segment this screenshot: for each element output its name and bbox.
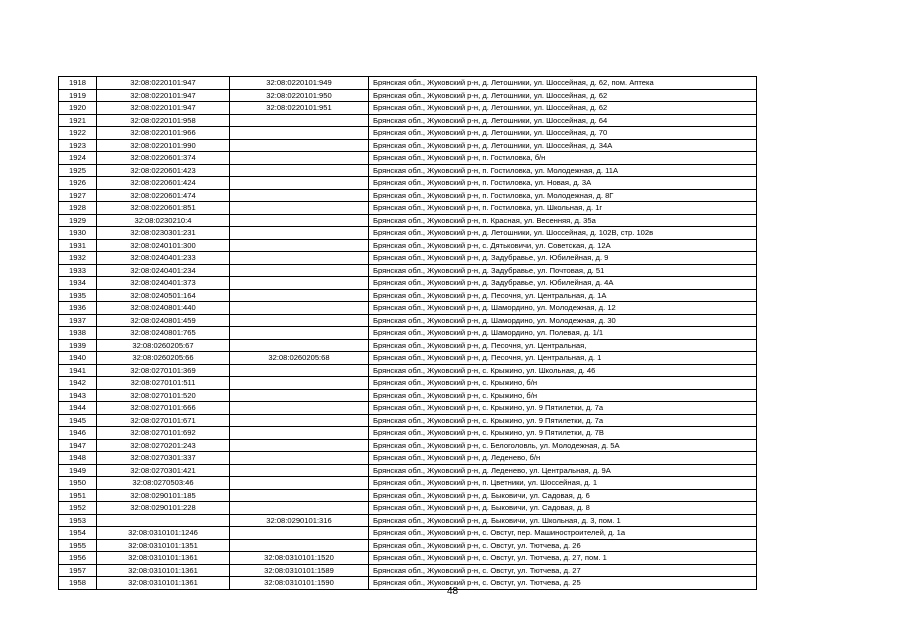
related-cadastral-number-cell: 32:08:0310101:1589 bbox=[230, 564, 369, 577]
table-row bbox=[59, 352, 757, 365]
address-cell: Брянская обл., Жуковский р-н, с. Овстуг, ул. Тютчева, д. 25 bbox=[369, 577, 757, 590]
row-number-cell: 1930 bbox=[59, 227, 97, 240]
related-cadastral-number-cell bbox=[230, 227, 369, 240]
address-cell: Брянская обл., Жуковский р-н, д. Летошники, ул. Шоссейная, д. 70 bbox=[369, 127, 757, 140]
cadastral-number-cell: 32:08:0310101:1351 bbox=[97, 539, 230, 552]
row-number-cell: 1941 bbox=[59, 364, 97, 377]
related-cadastral-number-cell: 32:08:0310101:1520 bbox=[230, 552, 369, 565]
table-row bbox=[59, 89, 757, 102]
related-cadastral-number-cell bbox=[230, 527, 369, 540]
row-number-cell: 1934 bbox=[59, 277, 97, 290]
cadastral-number-cell: 32:08:0270101:369 bbox=[97, 364, 230, 377]
related-cadastral-number-cell bbox=[230, 127, 369, 140]
related-cadastral-number-cell bbox=[230, 277, 369, 290]
cadastral-number-cell: 32:08:0220601:474 bbox=[97, 189, 230, 202]
cadastral-number-cell: 32:08:0220101:947 bbox=[97, 102, 230, 115]
row-number-cell: 1919 bbox=[59, 89, 97, 102]
address-cell: Брянская обл., Жуковский р-н, д. Песочня, ул. Центральная, д. 1А bbox=[369, 289, 757, 302]
address-cell: Брянская обл., Жуковский р-н, с. Овстуг, ул. Тютчева, д. 26 bbox=[369, 539, 757, 552]
table-row bbox=[59, 527, 757, 540]
related-cadastral-number-cell: 32:08:0260205:68 bbox=[230, 352, 369, 365]
address-cell: Брянская обл., Жуковский р-н, д. Быковичи, ул. Садовая, д. 6 bbox=[369, 489, 757, 502]
table-row bbox=[59, 302, 757, 315]
related-cadastral-number-cell bbox=[230, 289, 369, 302]
related-cadastral-number-cell bbox=[230, 164, 369, 177]
table-row bbox=[59, 189, 757, 202]
table-row bbox=[59, 314, 757, 327]
address-cell: Брянская обл., Жуковский р-н, д. Быковичи, ул. Школьная, д. 3, пом. 1 bbox=[369, 514, 757, 527]
address-cell: Брянская обл., Жуковский р-н, с. Крыжино, б/н bbox=[369, 377, 757, 390]
cadastral-number-cell: 32:08:0290101:228 bbox=[97, 502, 230, 515]
cadastral-number-cell: 32:08:0270503:46 bbox=[97, 477, 230, 490]
cadastral-number-cell: 32:08:0290101:185 bbox=[97, 489, 230, 502]
row-number-cell: 1938 bbox=[59, 327, 97, 340]
cadastral-number-cell: 32:08:0240501:164 bbox=[97, 289, 230, 302]
cadastral-number-cell: 32:08:0220601:424 bbox=[97, 177, 230, 190]
cadastral-number-cell: 32:08:0270301:337 bbox=[97, 452, 230, 465]
row-number-cell: 1940 bbox=[59, 352, 97, 365]
related-cadastral-number-cell bbox=[230, 139, 369, 152]
cadastral-number-cell bbox=[97, 514, 230, 527]
address-cell: Брянская обл., Жуковский р-н, д. Задубравье, ул. Юбилейная, д. 4А bbox=[369, 277, 757, 290]
row-number-cell: 1950 bbox=[59, 477, 97, 490]
cadastral-number-cell: 32:08:0220601:423 bbox=[97, 164, 230, 177]
cadastral-number-cell: 32:08:0270101:666 bbox=[97, 402, 230, 415]
related-cadastral-number-cell bbox=[230, 239, 369, 252]
address-cell: Брянская обл., Жуковский р-н, п. Гостиловка, ул. Новая, д. 3А bbox=[369, 177, 757, 190]
row-number-cell: 1939 bbox=[59, 339, 97, 352]
row-number-cell: 1951 bbox=[59, 489, 97, 502]
table-row bbox=[59, 402, 757, 415]
table-row bbox=[59, 327, 757, 340]
related-cadastral-number-cell bbox=[230, 302, 369, 315]
table-row bbox=[59, 477, 757, 490]
related-cadastral-number-cell bbox=[230, 252, 369, 265]
related-cadastral-number-cell bbox=[230, 152, 369, 165]
cadastral-number-cell: 32:08:0310101:1361 bbox=[97, 577, 230, 590]
address-cell: Брянская обл., Жуковский р-н, с. Крыжино, ул. 9 Пятилетки, д. 7а bbox=[369, 402, 757, 415]
row-number-cell: 1952 bbox=[59, 502, 97, 515]
table-row bbox=[59, 227, 757, 240]
table-row bbox=[59, 152, 757, 165]
row-number-cell: 1937 bbox=[59, 314, 97, 327]
cadastral-number-cell: 32:08:0310101:1246 bbox=[97, 527, 230, 540]
cadastral-number-cell: 32:08:0260205:66 bbox=[97, 352, 230, 365]
table-row bbox=[59, 364, 757, 377]
row-number-cell: 1918 bbox=[59, 77, 97, 90]
address-cell: Брянская обл., Жуковский р-н, п. Цветники, ул. Шоссейная, д. 1 bbox=[369, 477, 757, 490]
related-cadastral-number-cell bbox=[230, 389, 369, 402]
address-cell: Брянская обл., Жуковский р-н, с. Крыжино, б/н bbox=[369, 389, 757, 402]
related-cadastral-number-cell bbox=[230, 452, 369, 465]
cadastral-number-cell: 32:08:0270101:520 bbox=[97, 389, 230, 402]
table-row bbox=[59, 164, 757, 177]
cadastral-number-cell: 32:08:0220101:947 bbox=[97, 89, 230, 102]
address-cell: Брянская обл., Жуковский р-н, д. Шамордино, ул. Молодежная, д. 30 bbox=[369, 314, 757, 327]
row-number-cell: 1953 bbox=[59, 514, 97, 527]
table-row bbox=[59, 277, 757, 290]
cadastral-number-cell: 32:08:0240401:234 bbox=[97, 264, 230, 277]
address-cell: Брянская обл., Жуковский р-н, д. Задубравье, ул. Почтовая, д. 51 bbox=[369, 264, 757, 277]
row-number-cell: 1933 bbox=[59, 264, 97, 277]
page-number: 48 bbox=[446, 586, 459, 597]
table-row bbox=[59, 202, 757, 215]
cadastral-number-cell: 32:08:0270201:243 bbox=[97, 439, 230, 452]
address-cell: Брянская обл., Жуковский р-н, д. Шамордино, ул. Молодежная, д. 12 bbox=[369, 302, 757, 315]
address-cell: Брянская обл., Жуковский р-н, д. Песочня, ул. Центральная, д. 1 bbox=[369, 352, 757, 365]
related-cadastral-number-cell: 32:08:0310101:1590 bbox=[230, 577, 369, 590]
table-row bbox=[59, 552, 757, 565]
row-number-cell: 1935 bbox=[59, 289, 97, 302]
cadastral-number-cell: 32:08:0230301:231 bbox=[97, 227, 230, 240]
address-cell: Брянская обл., Жуковский р-н, д. Шамордино, ул. Полевая, д. 1/1 bbox=[369, 327, 757, 340]
address-cell: Брянская обл., Жуковский р-н, д. Песочня, ул. Центральная, bbox=[369, 339, 757, 352]
row-number-cell: 1923 bbox=[59, 139, 97, 152]
related-cadastral-number-cell bbox=[230, 464, 369, 477]
address-cell: Брянская обл., Жуковский р-н, д. Быковичи, ул. Садовая, д. 8 bbox=[369, 502, 757, 515]
address-cell: Брянская обл., Жуковский р-н, д. Летошники, ул. Шоссейная, д. 62 bbox=[369, 89, 757, 102]
row-number-cell: 1948 bbox=[59, 452, 97, 465]
related-cadastral-number-cell bbox=[230, 439, 369, 452]
row-number-cell: 1928 bbox=[59, 202, 97, 215]
address-cell: Брянская обл., Жуковский р-н, п. Гостиловка, б/н bbox=[369, 152, 757, 165]
row-number-cell: 1929 bbox=[59, 214, 97, 227]
address-cell: Брянская обл., Жуковский р-н, с. Овстуг, ул. Тютчева, д. 27, пом. 1 bbox=[369, 552, 757, 565]
row-number-cell: 1924 bbox=[59, 152, 97, 165]
table-row bbox=[59, 252, 757, 265]
row-number-cell: 1927 bbox=[59, 189, 97, 202]
address-cell: Брянская обл., Жуковский р-н, д. Леденево, б/н bbox=[369, 452, 757, 465]
related-cadastral-number-cell bbox=[230, 214, 369, 227]
cadastral-number-cell: 32:08:0310101:1361 bbox=[97, 564, 230, 577]
address-cell: Брянская обл., Жуковский р-н, с. Овстуг, пер. Машиностроителей, д. 1а bbox=[369, 527, 757, 540]
row-number-cell: 1921 bbox=[59, 114, 97, 127]
registry-table-body bbox=[59, 77, 757, 590]
registry-table bbox=[58, 76, 757, 590]
related-cadastral-number-cell bbox=[230, 314, 369, 327]
table-row bbox=[59, 539, 757, 552]
cadastral-number-cell: 32:08:0220101:947 bbox=[97, 77, 230, 90]
related-cadastral-number-cell bbox=[230, 364, 369, 377]
address-cell: Брянская обл., Жуковский р-н, п. Гостиловка, ул. Молодежная, д. 8Г bbox=[369, 189, 757, 202]
related-cadastral-number-cell bbox=[230, 202, 369, 215]
cadastral-number-cell: 32:08:0220101:966 bbox=[97, 127, 230, 140]
related-cadastral-number-cell bbox=[230, 414, 369, 427]
row-number-cell: 1936 bbox=[59, 302, 97, 315]
table-row bbox=[59, 439, 757, 452]
table-row bbox=[59, 77, 757, 90]
related-cadastral-number-cell bbox=[230, 402, 369, 415]
address-cell: Брянская обл., Жуковский р-н, д. Летошники, ул. Шоссейная, д. 64 bbox=[369, 114, 757, 127]
table-row bbox=[59, 464, 757, 477]
address-cell: Брянская обл., Жуковский р-н, д. Летошники, ул. Шоссейная, д. 62 bbox=[369, 102, 757, 115]
table-row bbox=[59, 127, 757, 140]
table-row bbox=[59, 389, 757, 402]
related-cadastral-number-cell: 32:08:0290101:316 bbox=[230, 514, 369, 527]
cadastral-number-cell: 32:08:0220601:374 bbox=[97, 152, 230, 165]
cadastral-number-cell: 32:08:0310101:1361 bbox=[97, 552, 230, 565]
related-cadastral-number-cell bbox=[230, 427, 369, 440]
cadastral-number-cell: 32:08:0220101:990 bbox=[97, 139, 230, 152]
table-row bbox=[59, 514, 757, 527]
address-cell: Брянская обл., Жуковский р-н, с. Овстуг, ул. Тютчева, д. 27 bbox=[369, 564, 757, 577]
address-cell: Брянская обл., Жуковский р-н, с. Крыжино, ул. 9 Пятилетки, д. 7В bbox=[369, 427, 757, 440]
row-number-cell: 1944 bbox=[59, 402, 97, 415]
table-row bbox=[59, 427, 757, 440]
row-number-cell: 1922 bbox=[59, 127, 97, 140]
table-row bbox=[59, 139, 757, 152]
cadastral-number-cell: 32:08:0260205:67 bbox=[97, 339, 230, 352]
address-cell: Брянская обл., Жуковский р-н, с. Крыжино, ул. Школьная, д. 46 bbox=[369, 364, 757, 377]
row-number-cell: 1949 bbox=[59, 464, 97, 477]
related-cadastral-number-cell bbox=[230, 489, 369, 502]
table-row bbox=[59, 289, 757, 302]
related-cadastral-number-cell bbox=[230, 189, 369, 202]
row-number-cell: 1926 bbox=[59, 177, 97, 190]
related-cadastral-number-cell bbox=[230, 327, 369, 340]
table-row bbox=[59, 452, 757, 465]
row-number-cell: 1958 bbox=[59, 577, 97, 590]
cadastral-number-cell: 32:08:0220101:958 bbox=[97, 114, 230, 127]
table-row bbox=[59, 339, 757, 352]
related-cadastral-number-cell bbox=[230, 377, 369, 390]
table-row bbox=[59, 114, 757, 127]
address-cell: Брянская обл., Жуковский р-н, д. Задубравье, ул. Юбилейная, д. 9 bbox=[369, 252, 757, 265]
table-row bbox=[59, 239, 757, 252]
related-cadastral-number-cell bbox=[230, 177, 369, 190]
row-number-cell: 1920 bbox=[59, 102, 97, 115]
row-number-cell: 1956 bbox=[59, 552, 97, 565]
related-cadastral-number-cell bbox=[230, 502, 369, 515]
row-number-cell: 1955 bbox=[59, 539, 97, 552]
table-row bbox=[59, 377, 757, 390]
table-row bbox=[59, 489, 757, 502]
cadastral-number-cell: 32:08:0270101:511 bbox=[97, 377, 230, 390]
row-number-cell: 1943 bbox=[59, 389, 97, 402]
cadastral-number-cell: 32:08:0270301:421 bbox=[97, 464, 230, 477]
cadastral-number-cell: 32:08:0240101:300 bbox=[97, 239, 230, 252]
address-cell: Брянская обл., Жуковский р-н, д. Летошники, ул. Шоссейная, д. 34А bbox=[369, 139, 757, 152]
cadastral-number-cell: 32:08:0240801:440 bbox=[97, 302, 230, 315]
row-number-cell: 1931 bbox=[59, 239, 97, 252]
address-cell: Брянская обл., Жуковский р-н, с. Белоголовль, ул. Молодежная, д. 5А bbox=[369, 439, 757, 452]
row-number-cell: 1946 bbox=[59, 427, 97, 440]
row-number-cell: 1942 bbox=[59, 377, 97, 390]
row-number-cell: 1957 bbox=[59, 564, 97, 577]
address-cell: Брянская обл., Жуковский р-н, д. Леденево, ул. Центральная, д. 9А bbox=[369, 464, 757, 477]
cadastral-number-cell: 32:08:0240801:765 bbox=[97, 327, 230, 340]
address-cell: Брянская обл., Жуковский р-н, п. Гостиловка, ул. Школьная, д. 1г bbox=[369, 202, 757, 215]
related-cadastral-number-cell bbox=[230, 264, 369, 277]
cadastral-number-cell: 32:08:0270101:692 bbox=[97, 427, 230, 440]
cadastral-number-cell: 32:08:0220601:851 bbox=[97, 202, 230, 215]
table-row bbox=[59, 214, 757, 227]
table-row bbox=[59, 414, 757, 427]
table-row bbox=[59, 564, 757, 577]
cadastral-number-cell: 32:08:0240401:373 bbox=[97, 277, 230, 290]
related-cadastral-number-cell: 32:08:0220101:949 bbox=[230, 77, 369, 90]
address-cell: Брянская обл., Жуковский р-н, д. Летошники, ул. Шоссейная, д. 62, пом. Аптека bbox=[369, 77, 757, 90]
table-row bbox=[59, 102, 757, 115]
address-cell: Брянская обл., Жуковский р-н, с. Крыжино, ул. 9 Пятилетки, д. 7а bbox=[369, 414, 757, 427]
table-row bbox=[59, 264, 757, 277]
row-number-cell: 1954 bbox=[59, 527, 97, 540]
table-row bbox=[59, 177, 757, 190]
related-cadastral-number-cell: 32:08:0220101:950 bbox=[230, 89, 369, 102]
address-cell: Брянская обл., Жуковский р-н, с. Дятьковичи, ул. Советская, д. 12А bbox=[369, 239, 757, 252]
related-cadastral-number-cell: 32:08:0220101:951 bbox=[230, 102, 369, 115]
related-cadastral-number-cell bbox=[230, 114, 369, 127]
cadastral-number-cell: 32:08:0270101:671 bbox=[97, 414, 230, 427]
address-cell: Брянская обл., Жуковский р-н, п. Красная, ул. Весенняя, д. 35а bbox=[369, 214, 757, 227]
row-number-cell: 1925 bbox=[59, 164, 97, 177]
row-number-cell: 1932 bbox=[59, 252, 97, 265]
related-cadastral-number-cell bbox=[230, 339, 369, 352]
cadastral-number-cell: 32:08:0240401:233 bbox=[97, 252, 230, 265]
cadastral-number-cell: 32:08:0230210:4 bbox=[97, 214, 230, 227]
related-cadastral-number-cell bbox=[230, 539, 369, 552]
row-number-cell: 1947 bbox=[59, 439, 97, 452]
address-cell: Брянская обл., Жуковский р-н, п. Гостиловка, ул. Молодежная, д. 11А bbox=[369, 164, 757, 177]
table-row bbox=[59, 502, 757, 515]
row-number-cell: 1945 bbox=[59, 414, 97, 427]
cadastral-number-cell: 32:08:0240801:459 bbox=[97, 314, 230, 327]
related-cadastral-number-cell bbox=[230, 477, 369, 490]
address-cell: Брянская обл., Жуковский р-н, д. Летошники, ул. Шоссейная, д. 102В, стр. 102в bbox=[369, 227, 757, 240]
